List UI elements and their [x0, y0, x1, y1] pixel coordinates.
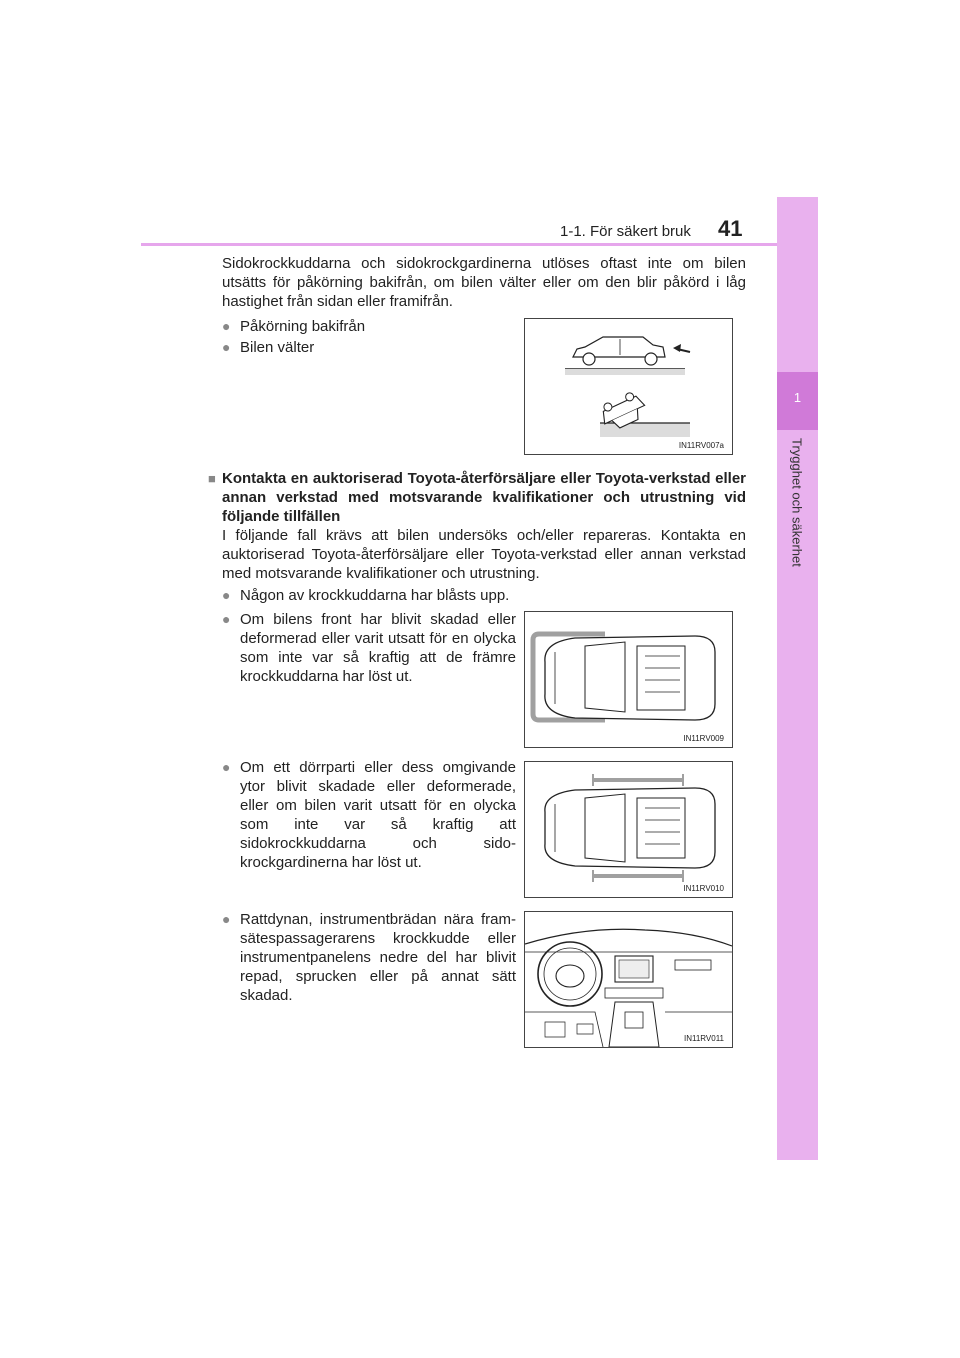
list-item: ● Någon av krockkuddarna har blåsts upp.: [222, 587, 510, 604]
section-heading: ■ Kontakta en auktoriserad Toyota-återförsäljare eller Toyota-verkstad eller annan verkstad med motsvarande kvalifikationer och utrustning vid följande tillfällen: [208, 470, 746, 525]
side-damage-illustration: [525, 762, 732, 897]
intro-paragraph: Sidokrockkuddarna och sidokrockgardinerna utlöses oftast inte om bilen utsätts för påkörning bakifrån, om bilen välter eller om den blir påkörd i låg hastighet från sidan eller framifrån.: [222, 255, 746, 310]
list-item: ● Rattdynan, instrumentbrädan nära fram-sätespassagerarens krockkudde eller instrumentpanelens nedre del har blivit repad, sprucken eller på annat sätt skadad.: [222, 911, 516, 1004]
dashboard-illustration: [525, 912, 732, 1047]
chapter-title: Trygghet och säkerhet: [789, 438, 805, 567]
section-title: 1-1. För säkert bruk: [560, 223, 691, 240]
figure-front-damage: [524, 611, 733, 748]
bullet-icon: ●: [222, 911, 231, 927]
chapter-number: 1: [793, 390, 802, 405]
figure-code: IN11RV011: [683, 1034, 724, 1043]
list-item: ● Påkörning bakifrån: [222, 318, 366, 335]
bullet-icon: ●: [222, 759, 231, 775]
page-number: 41: [718, 216, 743, 241]
figure-code: IN11RV009: [683, 734, 724, 743]
rear-impact-rollover-illustration: [525, 319, 732, 454]
bullet-icon: ●: [222, 339, 231, 355]
list-item: ● Om ett dörrparti eller dess omgivande ytor blivit skadade eller deformerade, eller om bilen varit utsatt för en olycka som inte var så kraftig att sidokrockkuddarna och sido-krockgardinerna har löst ut.: [222, 759, 516, 871]
bullet-icon: ●: [222, 611, 231, 627]
figure-rear-rollover: [524, 318, 733, 455]
figure-side-damage: [524, 761, 733, 898]
figure-code: IN11RV010: [683, 884, 724, 893]
square-bullet-icon: ■: [208, 471, 216, 486]
section-body: I följande fall krävs att bilen undersöks och/eller repareras. Kontakta en auktoriserad Toyota-återförsäljare eller Toyota-verkstad eller annan verkstad med motsvarande kvalifikationer och utrustning.: [222, 527, 746, 582]
chapter-tab: [777, 197, 818, 1160]
list-item: ● Om bilens front har blivit skadad eller deformerad eller varit utsatt för en olycka som inte var så kraftig att de främre krockkuddarna har löst ut.: [222, 611, 516, 685]
header-rule: [141, 243, 818, 246]
list-item: ● Bilen välter: [222, 339, 315, 356]
front-damage-illustration: [525, 612, 732, 747]
bullet-icon: ●: [222, 318, 231, 334]
bullet-icon: ●: [222, 587, 231, 603]
figure-code: IN11RV007a: [678, 441, 724, 450]
figure-dashboard: [524, 911, 733, 1048]
